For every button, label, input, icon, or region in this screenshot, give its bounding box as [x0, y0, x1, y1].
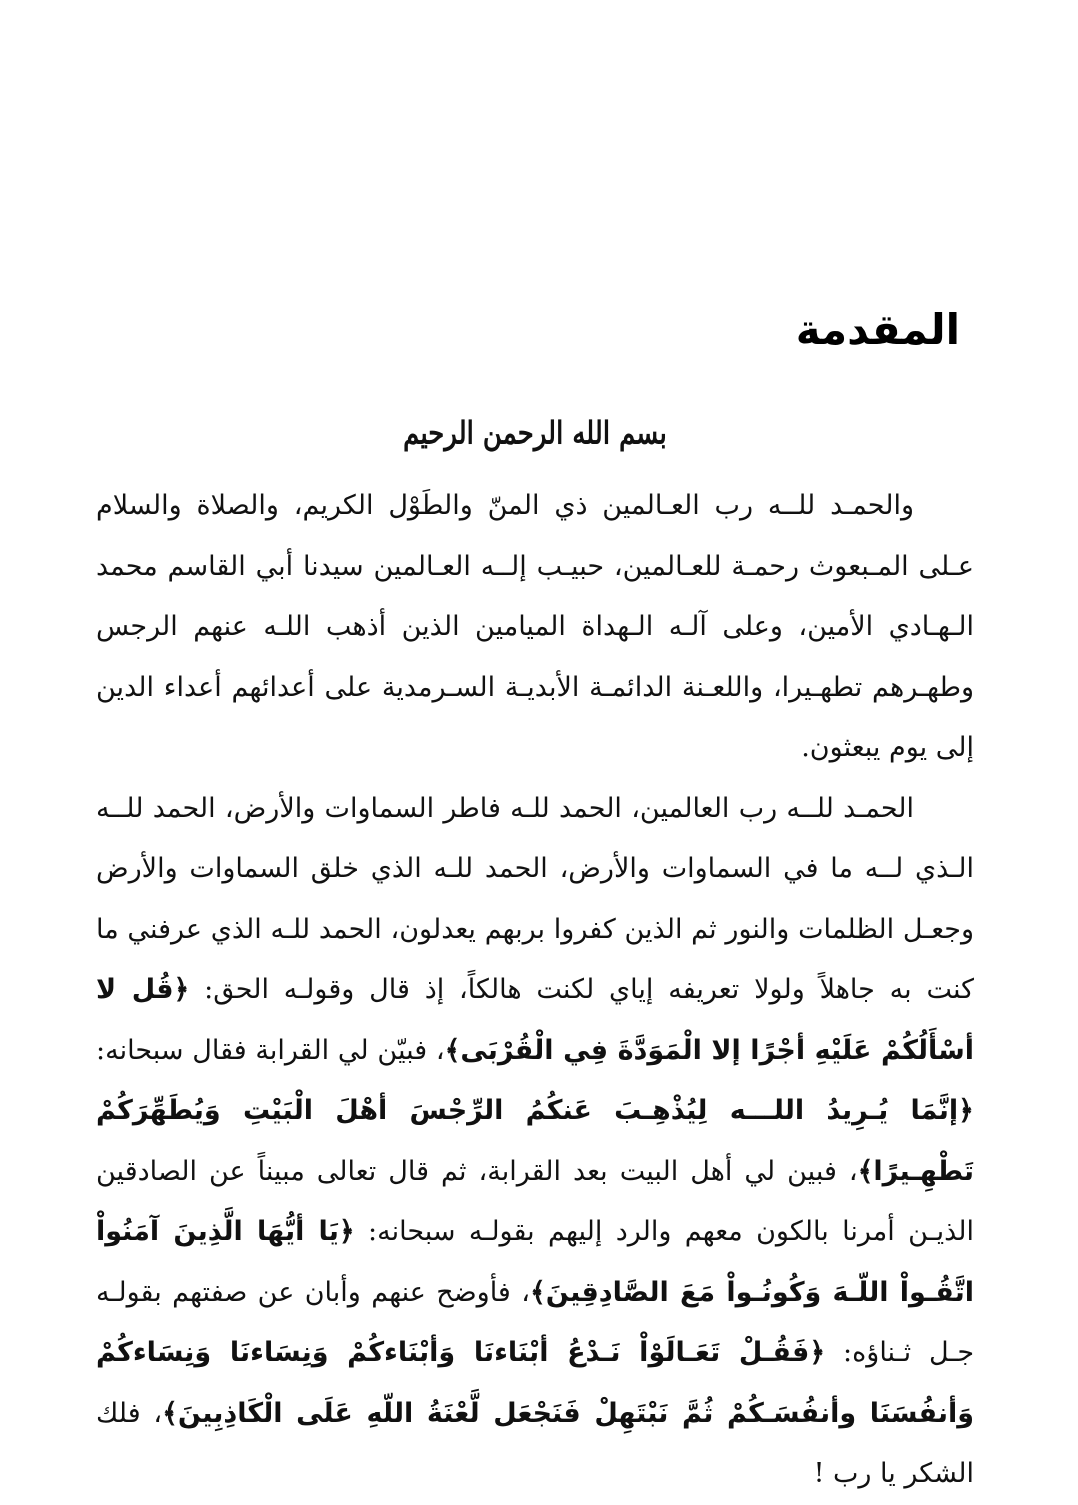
basmala-text: بسم الله الرحمن الرحيم — [403, 416, 667, 452]
basmala-calligraphy — [96, 404, 974, 464]
paragraph-2-text-5: ، فلك الشكر يا رب ! — [96, 1397, 974, 1489]
paragraph-2 — [96, 779, 974, 1505]
paragraph-2-text-4: ، فأوضح عنهم وأبان عن صفتهم بقولـه جـل ثـناؤه: — [96, 1276, 975, 1368]
quran-verse-4: ﴿فَقُـلْ تَعَـالَوْاْ نَـدْعُ أبْنَاءنَا وَأبْنَاءكُمْ وَنِسَاءنَا وَنِسَاءكُمْ وَأنفُسَنَا وأنفُسَـكُمْ ثُمَّ نَبْتَهِلْ فَنَجْعَل لَّعْنَةُ اللّهِ عَلَى الْكَاذِبِينَ﴾ — [96, 1337, 974, 1429]
quran-verse-3: ﴿يَا أيُّهَا الَّذِينَ آمَنُواْ اتَّقُـواْ اللّـهَ وَكُونُـواْ مَعَ الصَّادِقِينَ﴾ — [96, 1216, 974, 1308]
section-heading: المقدمة — [795, 305, 960, 354]
paragraph-2-text-1: الحمـد للــه رب العالمين، الحمد للـه فاطر السماوات والأرض، الحمد للــه الـذي لــه ما في السماوات والأرض، الحمد للـه الذي خلق السماوات والأرض وجعـل الظلمات والنور ثم الذين كفروا بربهم يعدلون، الحمد للـه الذي عرفني ما كنت به جاهلاً ولولا تعريفه إياي لكنت هالكاً، إذ قال وقولـه الحق: — [96, 792, 974, 1005]
paragraph-1: والحمـد للــه رب العـالمين ذي المنّ والطَوْل الكريم، والصلاة والسلام عـلى المـبعوث رحمـة للعـالمين، حبيـب إلــه العـالمين سيدنا أبي القاسم محمد الـهـادي الأمين، وعلى آلـه الـهداة الميامين الذين أذهب اللـه عنهم الرجس وطهـرهم تطهـيرا، واللعـنة الدائمـة الأبديـة السـرمدية على أعدائهم أعداء الدين إلى يوم يبعثون. — [96, 490, 974, 763]
quran-verse-1: ﴿قُل لا أسْأَلُكُمْ عَلَيْهِ أجْرًا إلا الْمَوَدَّةَ فِي الْقُرْبَى﴾ — [96, 974, 975, 1066]
body-text — [96, 476, 974, 1505]
paragraph-2-text-2: ، فبيّن لي القرابة فقال سبحانه: — [96, 1034, 445, 1066]
document-page — [96, 0, 974, 1496]
quran-verse-2: ﴿إنَّمَا يُـرِيدُ اللـــه لِيُذْهِـبَ عَنكُمُ الرِّجْسَ أهْلَ الْبَيْتِ وَيُطَهِّرَكُمْ تَطْهِـيرًا﴾ — [96, 1095, 974, 1187]
paragraph-2-text-3: ، فبين لي أهل البيت بعد القرابة، ثم قال تعالى مبيناً عن الصادقين الذيـن أمرنا بالكون معهم والرد إليهم بقولـه سبحانه: — [96, 1155, 974, 1247]
